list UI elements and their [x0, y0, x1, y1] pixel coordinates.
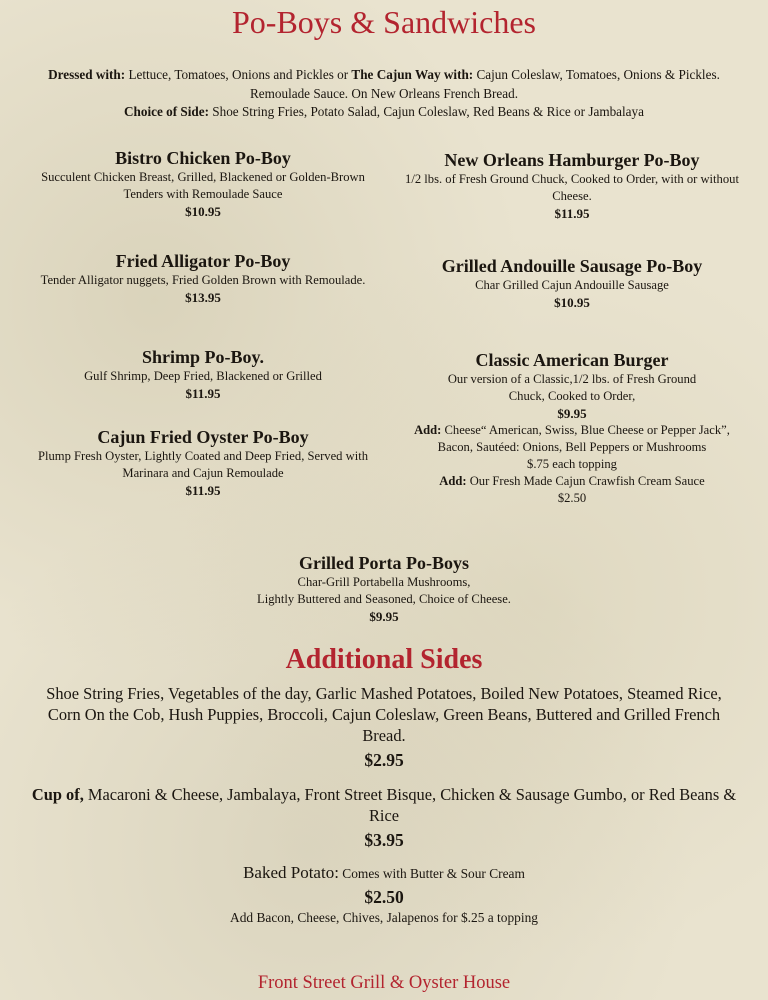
sides-list: Shoe String Fries, Vegetables of the day, Garlic Mashed Potatoes, Boiled New Potatoes, Steamed Rice, Corn On the Cob, Hush Puppies, Broccoli, Cajun Coleslaw, Green Beans, Buttered and Grilled French Bread. [46, 684, 722, 745]
item-price: $10.95 [554, 295, 590, 310]
menu-item-classic-burger [392, 349, 752, 507]
menu-item-hamburger-po-boy [392, 149, 752, 222]
cup-of-label: Cup of, [31, 785, 84, 804]
item-name: Grilled Andouille Sausage Po-Boy [441, 256, 703, 276]
choice-of-side-label: Choice of Side: [124, 104, 209, 119]
topping-price: $.75 each topping [527, 457, 617, 471]
restaurant-name-footer: Front Street Grill & Oyster House [257, 973, 511, 993]
add-label: Add: [414, 423, 442, 437]
add-label: Add: [439, 474, 467, 488]
sauce-text: Our Fresh Made Cajun Crawfish Cream Sauce [466, 474, 705, 488]
cajun-way-text: Cajun Coleslaw, Tomatoes, Onions & Pickles. Remoulade Sauce. On New Orleans French Bread. [249, 67, 720, 101]
baked-potato-addons: Add Bacon, Cheese, Chives, Jalapenos for $.25 a topping [230, 910, 538, 925]
item-description: Gulf Shrimp, Deep Fried, Blackened or Grilled [84, 369, 322, 383]
sides-price: $2.95 [364, 750, 404, 770]
cajun-way-label: The Cajun Way with: [351, 67, 474, 82]
cup-of-text [30, 784, 738, 826]
menu-item-bistro-chicken [28, 147, 378, 220]
sauce-option [392, 473, 752, 490]
cup-of-price: $3.95 [364, 830, 404, 850]
item-description-2: Lightly Buttered and Seasoned, Choice of Cheese. [257, 592, 511, 606]
baked-potato-block [30, 863, 738, 926]
dressed-text: Lettuce, Tomatoes, Onions and Pickles or [125, 67, 352, 82]
item-name: New Orleans Hamburger Po-Boy [444, 150, 700, 170]
item-description-1: Char-Grill Portabella Mushrooms, [297, 575, 471, 589]
menu-item-fried-alligator [28, 250, 378, 306]
topping-list: Cheese“ American, Swiss, Blue Cheese or Pepper Jack”, Bacon, Sautéed: Onions, Bell Peppers or Mushrooms [437, 423, 730, 454]
cup-of-list: Macaroni & Cheese, Jambalaya, Front Street Bisque, Chicken & Sausage Gumbo, or Red Beans & Rice [83, 785, 737, 825]
item-description: Char Grilled Cajun Andouille Sausage [475, 278, 669, 292]
item-name: Grilled Porta Po-Boys [299, 553, 469, 573]
menu-item-fried-oyster [28, 426, 378, 499]
baked-potato-price: $2.50 [364, 887, 404, 907]
menu-item-grilled-porta [184, 552, 584, 625]
item-price: $9.95 [369, 609, 399, 624]
topping-options [392, 422, 752, 456]
item-name: Classic American Burger [475, 350, 669, 370]
menu-item-andouille-sausage [392, 255, 752, 311]
dressed-info [20, 66, 748, 122]
item-description: Our version of a Classic,1/2 lbs. of Fresh Ground Chuck, Cooked to Order, [447, 372, 697, 403]
item-price: $11.95 [185, 386, 221, 401]
page-title: Po-Boys & Sandwiches [232, 4, 536, 40]
baked-potato-text [30, 863, 738, 883]
item-description: Tender Alligator nuggets, Fried Golden Brown with Remoulade. [40, 273, 366, 287]
item-description: Plump Fresh Oyster, Lightly Coated and Deep Fried, Served with Marinara and Cajun Remoulade [37, 449, 369, 480]
sides-title: Additional Sides [285, 644, 483, 675]
item-price: $10.95 [185, 204, 221, 219]
item-price: $11.95 [554, 206, 590, 221]
item-name: Bistro Chicken Po-Boy [115, 148, 291, 168]
dressed-label: Dressed with: [48, 67, 126, 82]
item-description: 1/2 lbs. of Fresh Ground Chuck, Cooked to Order, with or without Cheese. [405, 172, 739, 203]
sides-list-block [30, 683, 738, 771]
baked-potato-desc: Comes with Butter & Sour Cream [338, 866, 525, 881]
item-name: Shrimp Po-Boy. [141, 347, 265, 367]
sauce-price: $2.50 [557, 491, 587, 505]
baked-potato-label: Baked Potato: [243, 863, 339, 882]
item-price: $13.95 [185, 290, 221, 305]
item-name: Cajun Fried Oyster Po-Boy [97, 427, 309, 447]
item-price: $9.95 [557, 406, 587, 421]
choice-of-side-text: Shoe String Fries, Potato Salad, Cajun Coleslaw, Red Beans & Rice or Jambalaya [208, 104, 644, 119]
cup-of-block [30, 784, 738, 851]
item-name: Fried Alligator Po-Boy [115, 251, 291, 271]
item-description: Succulent Chicken Breast, Grilled, Blackened or Golden-Brown Tenders with Remoulade Sauce [41, 170, 365, 201]
menu-item-shrimp [28, 346, 378, 402]
item-price: $11.95 [185, 483, 221, 498]
